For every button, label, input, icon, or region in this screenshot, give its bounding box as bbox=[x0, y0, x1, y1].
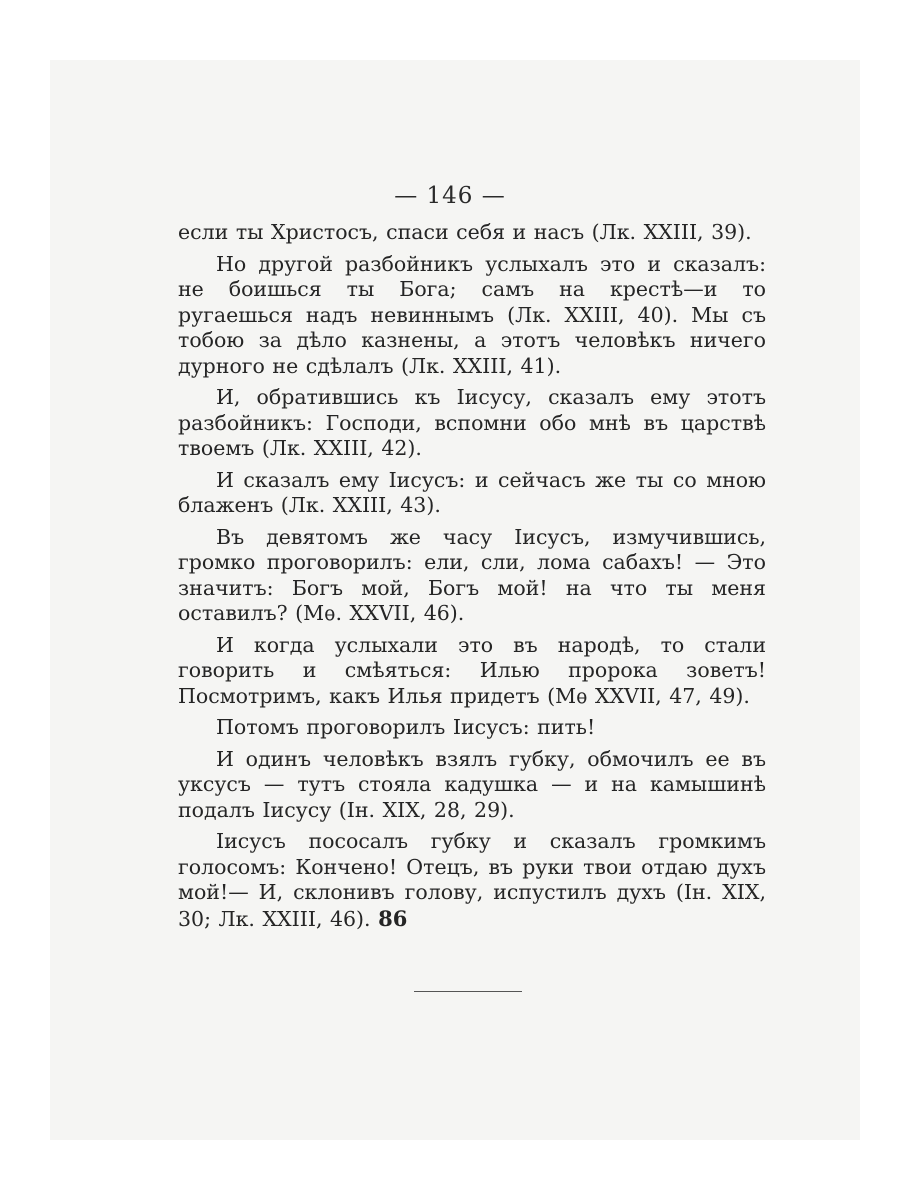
page-number: — 146 — bbox=[394, 183, 506, 209]
paragraph-5: Въ девятомъ же часу Іисусъ, измучившись, громко проговорилъ: ели, сли, лома сабахъ! — Это значитъ: Богъ мой, Богъ мой! на что ты меня оставилъ? (Мѳ. XXVII, 46). bbox=[178, 524, 766, 625]
paragraph-4: И сказалъ ему Іисусъ: и сейчасъ же ты со мною блаженъ (Лк. XXIII, 43). bbox=[178, 467, 766, 517]
paragraph-2: Но другой разбойникъ услыхалъ это и сказалъ: не боишься ты Бога; самъ на крестѣ—и то ругаешься надъ невиннымъ (Лк. XXIII, 40). Мы съ тобою за дѣло казнены, а этотъ человѣкъ ничего дурного не сдѣлалъ (Лк. XXIII, 41). bbox=[178, 251, 766, 378]
paragraph-9 bbox=[178, 829, 766, 932]
body-text bbox=[178, 220, 766, 938]
paragraph-3: И, обратившись къ Іисусу, сказалъ ему этотъ разбойникъ: Господи, вспомни обо мнѣ въ царствѣ твоемъ (Лк. XXIII, 42). bbox=[178, 385, 766, 460]
note-number: 86 bbox=[378, 905, 408, 931]
paragraph-7: Потомъ проговорилъ Іисусъ: пить! bbox=[216, 715, 596, 739]
paragraph-9-text: Іисусъ пососалъ губку и сказалъ громкимъ голосомъ: Кончено! Отецъ, въ руки твои отдаю духъ мой!— И, склонивъ голову, испустилъ духъ (Ін. XIX, 30; Лк. XXIII, 46). bbox=[178, 829, 766, 931]
end-rule bbox=[414, 991, 522, 992]
paragraph-6: И когда услыхали это въ народѣ, то стали говорить и смѣяться: Илью пророка зоветъ! Посмотримъ, какъ Илья придетъ (Мѳ XXVII, 47, 49). bbox=[178, 632, 766, 708]
paragraph-8: И одинъ человѣкъ взялъ губку, обмочилъ ее въ уксусъ — тутъ стояла кадушка — и на камышинѣ подалъ Іисусу (Ін. XIX, 28, 29). bbox=[178, 746, 766, 822]
paragraph-1: если ты Христосъ, спаси себя и насъ (Лк. XXIII, 39). bbox=[178, 220, 752, 244]
